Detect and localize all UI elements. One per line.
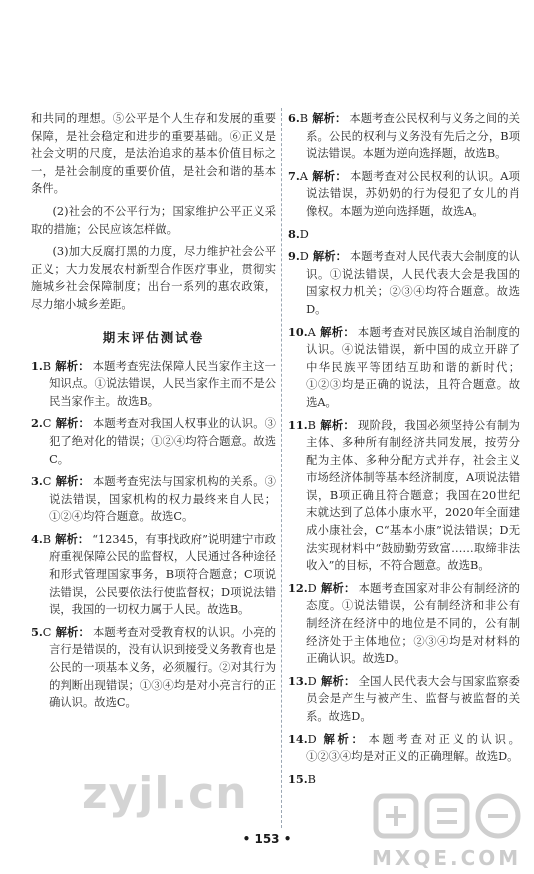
answer-item bbox=[288, 226, 520, 244]
item-answer: D bbox=[299, 250, 309, 264]
answer-item bbox=[31, 473, 276, 526]
section-title: 期末评估测试卷 bbox=[102, 329, 205, 345]
item-answer: A bbox=[307, 325, 316, 339]
item-number: 13. bbox=[288, 673, 308, 688]
item-tag: 解析： bbox=[319, 417, 356, 432]
item-explanation: 全国人民代表大会与国家监察委员会是产生与被产生、监督与被监督的关系。故选D。 bbox=[306, 674, 520, 723]
item-explanation: 现阶段，我国必须坚持公有制为主体、多种所有制经济共同发展，按劳分配为主体、多种分配方式并存，社会主义市场经济体制等基本经济制度，A项说法错误，B项正确且符合题意；我国在20世纪末就达到了总体小康水平，2020年全面建成小康社会，C“基本小康”说法错误；D无法实现材料中“鼓励勤劳致富……取缔非法收入”的目标，不符合题意。故选B。 bbox=[306, 418, 520, 573]
answer-paragraph: 和共同的理想。⑤公平是个人生存和发展的重要保障，是社会稳定和进步的重要基础。⑥正义是社会文明的尺度，是法治追求的基本价值目标之一，是社会制度的重要价值，是社会和谐的基本条件。 bbox=[31, 112, 276, 196]
item-number: 5. bbox=[31, 624, 43, 639]
item-number: 10. bbox=[288, 324, 308, 339]
item-tag: 解析： bbox=[320, 673, 356, 688]
item-tag: 解析： bbox=[320, 580, 356, 595]
left-column bbox=[31, 110, 276, 717]
page-number: • 153 • bbox=[242, 832, 292, 846]
item-number: 2. bbox=[31, 416, 43, 431]
answer-item bbox=[288, 673, 520, 726]
item-tag: 解析： bbox=[55, 624, 90, 639]
item-number: 11. bbox=[288, 417, 308, 432]
item-explanation: 本题考查对公民权利的认识。A项说法错误，苏奶奶的行为侵犯了女儿的肖像权。本题为逆向选择题，故选A。 bbox=[306, 169, 520, 218]
item-number: 8. bbox=[288, 226, 300, 241]
item-answer: D bbox=[307, 581, 317, 595]
item-explanation: 本题考查对我国人权事业的认识。③犯了绝对化的错误；①②④均符合题意。故选C。 bbox=[49, 417, 276, 466]
answer-paragraph: (2)社会的不公平行为；国家维护公平正义采取的措施；公民应该怎样做。 bbox=[31, 204, 276, 236]
item-tag: 解析： bbox=[312, 111, 347, 125]
item-number: 15. bbox=[288, 771, 308, 786]
item-answer: D bbox=[307, 674, 317, 688]
item-tag: 解析： bbox=[55, 531, 90, 546]
item-number: 12. bbox=[288, 580, 308, 595]
item-number: 14. bbox=[288, 731, 308, 746]
item-explanation: 本题考查对民族区域自治制度的认识。④说法错误，新中国的成立开辟了中华民族平等团结互助和谐的新时代；①②③均是正确的说法，且符合题意。故选A。 bbox=[306, 325, 520, 409]
item-answer: D bbox=[307, 732, 317, 746]
watermark-text: zyjl.cn bbox=[82, 768, 248, 819]
item-explanation: “12345，有事找政府”说明建宁市政府重视保障公民的监督权，人民通过各种途径和形式管理国家事务，B项符合题意；C项说法错误，公民要依法行使监督权；D项说法错误，我国的一切权力属于人民。故选B。 bbox=[49, 532, 276, 617]
item-explanation: 本题考查宪法与国家机构的关系。③说法错误，国家机构的权力最终来自人民；①②④均符合题意。故选C。 bbox=[49, 475, 276, 524]
item-answer: D bbox=[299, 227, 309, 241]
item-answer: C bbox=[42, 625, 52, 639]
item-tag: 解析： bbox=[55, 474, 90, 489]
item-answer: A bbox=[299, 169, 308, 183]
item-tag: 解析： bbox=[55, 358, 90, 373]
item-answer: C bbox=[42, 417, 52, 431]
item-answer: C bbox=[42, 475, 52, 489]
item-explanation: 本题考查对人民代表大会制度的认识。①说法错误，人民代表大会是我国的国家权力机关；②③④均符合题意。故选D。 bbox=[306, 250, 520, 316]
item-number: 9. bbox=[288, 249, 300, 264]
answer-item bbox=[31, 415, 276, 468]
answer-item bbox=[288, 168, 520, 221]
item-number: 4. bbox=[31, 531, 43, 546]
item-number: 7. bbox=[288, 168, 300, 183]
answer-item bbox=[288, 248, 520, 318]
answer-paragraph: (3)加大反腐打黑的力度，尽力维护社会公平正义；大力发展农村新型合作医疗事业，贯彻实施城乡社会保障制度；出台一系列的惠农政策，尽力缩小城乡差距。 bbox=[31, 245, 276, 311]
answer-item bbox=[31, 624, 276, 712]
item-explanation: 本题考查国家对非公有制经济的态度。①说法错误，公有制经济和非公有制经济在经济中的地位是不同的，公有制经济处于主体地位；②③④均是对材料的正确认识。故选D。 bbox=[306, 581, 520, 666]
item-number: 1. bbox=[31, 358, 43, 373]
item-number: 6. bbox=[288, 111, 300, 125]
answer-item bbox=[288, 580, 520, 668]
answer-item bbox=[288, 417, 520, 575]
item-answer: B bbox=[42, 359, 52, 373]
item-answer: B bbox=[307, 772, 316, 786]
item-tag: 解析： bbox=[320, 731, 366, 746]
item-number: 3. bbox=[31, 474, 43, 489]
item-tag: 解析： bbox=[55, 416, 90, 431]
item-answer: B bbox=[299, 112, 309, 125]
right-column bbox=[288, 110, 520, 793]
item-tag: 解析： bbox=[311, 168, 347, 183]
item-tag: 解析： bbox=[312, 249, 347, 264]
item-explanation: 本题考查宪法保障人民当家作主这一知识点。①说法错误，人民当家作主而不是公民当家作主。故选B。 bbox=[49, 359, 276, 408]
answer-item bbox=[288, 324, 520, 412]
answer-item bbox=[31, 358, 276, 411]
item-explanation: 本题考查对正义的认识。①②③④均是对正义的正确理解。故选D。 bbox=[306, 732, 520, 764]
item-tag: 解析： bbox=[319, 324, 355, 339]
answer-item bbox=[288, 771, 520, 789]
answer-item bbox=[31, 531, 276, 619]
item-answer: B bbox=[42, 532, 52, 546]
answer-item bbox=[288, 731, 520, 766]
answer-item bbox=[288, 110, 520, 163]
item-explanation: 本题考查对受教育权的认识。小亮的言行是错误的，没有认识到接受义务教育也是公民的一项基本义务，必须履行。②对其行为的判断出现错误；①③④均是对小亮言行的正确认识。故选C。 bbox=[49, 625, 276, 710]
column-divider bbox=[281, 108, 282, 828]
item-answer: B bbox=[307, 418, 316, 432]
item-explanation: 本题考查公民权利与义务之间的关系。公民的权利与义务没有先后之分，B项说法错误。本题为逆向选择题，故选B。 bbox=[306, 112, 520, 161]
watermark-subtext: MXQE.COM bbox=[372, 846, 522, 870]
